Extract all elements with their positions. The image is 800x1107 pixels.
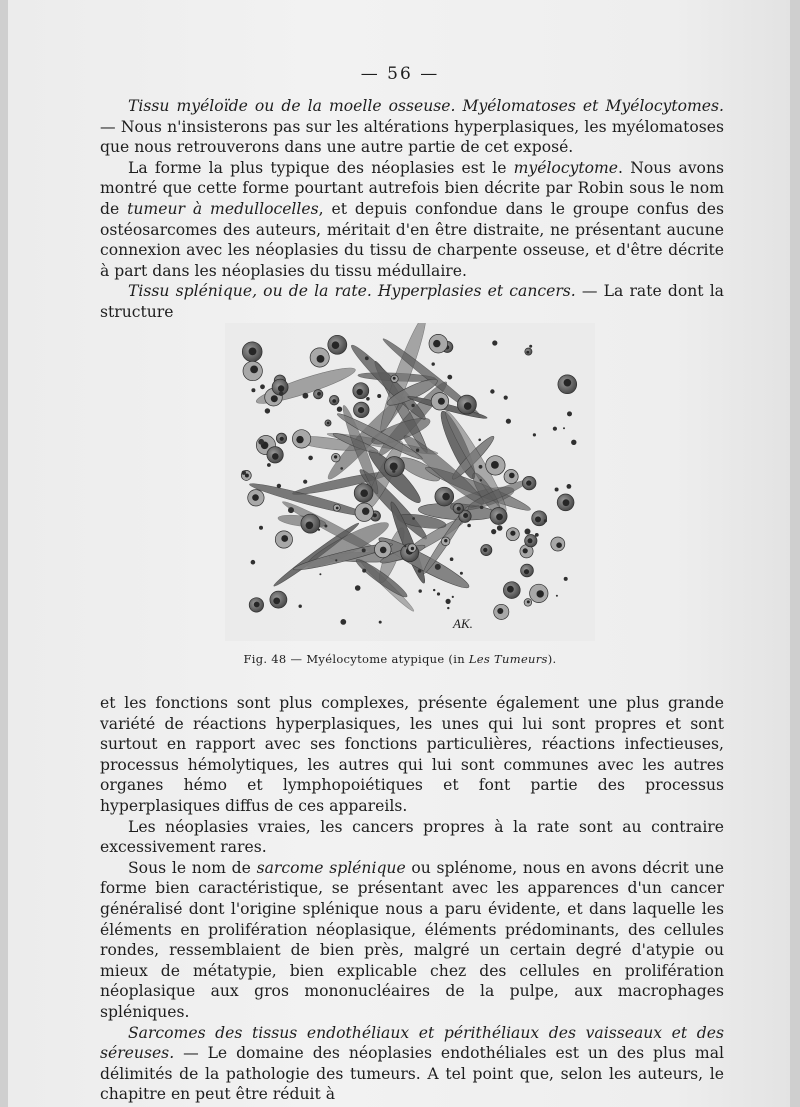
figure-signature: AK. — [453, 616, 473, 631]
caption-end: ). — [547, 652, 557, 666]
text-block-bottom — [100, 693, 724, 1105]
cell-nucleus — [358, 407, 364, 413]
paragraph-text: et les fonctions sont plus complexes, présente également une plus grande variété de réactions hyperplasiques, les unes qui lui sont propres et sont surtout en rapport avec ses fonctions particulières, réactions infectieuses, processus hémolytiques, les autres qui lui sont communes avec les autres organes hémo et lymphopoiétiques et font partie des processus hyperplasiques diffus de ces appareils. — [100, 694, 724, 815]
cell-nucleus — [336, 507, 339, 510]
granule — [392, 470, 395, 473]
cell-nucleus — [332, 399, 336, 403]
cell-nucleus — [507, 586, 514, 593]
granule — [303, 480, 307, 484]
cell-nucleus — [357, 389, 363, 395]
myelocytome-drawing — [225, 323, 595, 641]
cell-nucleus — [463, 513, 468, 518]
granule — [446, 599, 451, 604]
granule — [544, 519, 547, 522]
section-heading-splenic: Tissu splénique, ou de la rate. Hyperplasies et cancers. — [128, 282, 576, 301]
term-myelocytome: myélocytome — [513, 158, 619, 177]
paragraph-text: , et depuis confondue dans le groupe confus des ostéosarcomes des auteurs, méritait d'en être distraite, ne présentant aucune connexion avec les néoplasies du tissu de charpente osseuse, et d'être décrite à part dans les néoplasies du tissu médullaire. — [100, 199, 725, 280]
caption-dash: — — [290, 652, 303, 666]
granule — [571, 440, 576, 445]
granule — [308, 456, 313, 461]
granule — [504, 396, 508, 400]
granule — [490, 389, 494, 393]
cell-nucleus — [254, 602, 260, 608]
cell-nucleus — [523, 548, 528, 553]
granule — [480, 506, 484, 510]
granule — [452, 596, 454, 598]
paragraph-text: ou splénome, nous en avons décrit une forme bien caractéristique, se présentant avec les apparences d'un cancer généralisé dont l'origine splénique nous a paru évidente, et dans laquelle les éléments en prolifération néoplasique, éléments prédominants, des cellules rondes, ressemblaient de bien près, malgré un certain degré d'atypie ou mieux de métatypie, bien explicable chez des cellules en prolifération néoplasique aux gros mononucléaires de la pulpe, aux macrophages spléniques. — [100, 858, 724, 1021]
text-block-top — [100, 96, 724, 323]
cell-nucleus — [273, 598, 280, 605]
granule — [324, 525, 327, 528]
granule — [260, 384, 265, 389]
cell-nucleus — [250, 366, 258, 374]
granule — [450, 557, 454, 561]
cell-nucleus — [252, 494, 259, 501]
cell-nucleus — [537, 590, 544, 597]
granule — [460, 572, 463, 575]
granule — [437, 592, 440, 595]
granule — [529, 345, 532, 348]
cell-nucleus — [438, 398, 445, 405]
granule — [379, 621, 382, 624]
cell-nucleus — [280, 437, 284, 441]
cell-nucleus — [332, 341, 340, 349]
cell-nucleus — [380, 547, 387, 554]
granule — [491, 529, 496, 534]
granule — [553, 427, 557, 431]
cell-nucleus — [556, 542, 562, 548]
cell-nucleus — [535, 516, 541, 522]
paragraph-text: . Nous avons montré que cette forme pourtant autrefois bien décrite par Robin sous le nom de — [100, 158, 724, 218]
granule — [299, 605, 302, 608]
granule — [419, 589, 422, 592]
cell-nucleus — [527, 600, 530, 603]
granule — [377, 394, 381, 398]
granule — [303, 393, 309, 399]
granule — [362, 569, 366, 573]
granule — [447, 607, 449, 609]
paragraph-splenome — [100, 858, 724, 1023]
granule — [412, 517, 415, 520]
paragraph-neoplasias — [100, 817, 724, 858]
granule — [258, 439, 264, 445]
cell-nucleus — [442, 493, 450, 501]
paragraph-splenic-intro — [100, 281, 724, 322]
cell-nucleus — [563, 499, 570, 506]
granule — [265, 408, 270, 413]
granule — [340, 619, 346, 625]
paragraph-text: — Le domaine des néoplasies endothéliales est un des plus mal délimités de la pathologie des tumeurs. A tel point que, selon les auteurs, le chapitre en peut être réduit à — [100, 1044, 724, 1104]
cell-nucleus — [483, 548, 487, 552]
granule — [432, 362, 435, 365]
paragraph-text: Sous le nom de — [128, 858, 257, 877]
cell-nucleus — [278, 385, 284, 391]
term-sarcome-splenique: sarcome splénique — [256, 858, 406, 877]
paragraph-text: — La rate dont la structure — [100, 282, 724, 321]
cell-nucleus — [272, 453, 279, 460]
term-tumeur: tumeur à medullocelles — [127, 199, 319, 218]
cell-nucleus — [528, 538, 533, 543]
cell-nucleus — [317, 392, 321, 396]
granule — [480, 479, 482, 481]
granule — [318, 529, 320, 531]
granule — [533, 433, 536, 436]
figure-illustration — [225, 323, 595, 641]
granule — [497, 525, 503, 531]
cell-nucleus — [564, 379, 572, 387]
granule — [267, 463, 271, 467]
granule — [567, 484, 572, 489]
cell-nucleus — [334, 455, 337, 458]
cell-nucleus — [510, 531, 515, 536]
paragraph-continuation — [100, 693, 724, 817]
cell-nucleus — [497, 608, 503, 614]
granule — [411, 404, 414, 407]
cell-nucleus — [393, 377, 396, 380]
cell-nucleus — [360, 489, 368, 497]
cell-nucleus — [524, 569, 529, 574]
granule — [242, 471, 246, 475]
cell-nucleus — [296, 436, 303, 443]
paragraph-text: — Nous n'insisterons pas sur les altérations hyperplasiques, les myélomatoses que nous retrouverons dans une autre partie de cet exposé. — [100, 117, 724, 157]
granule — [251, 388, 255, 392]
granule — [366, 397, 370, 401]
granule — [335, 559, 337, 561]
caption-title: Les Tumeurs — [468, 652, 548, 666]
section-heading-myeloid: Tissu myéloïde ou de la moelle osseuse. Myélomatoses et Myélocytomes. — [128, 97, 724, 115]
caption-text: Myélocytome atypique (in — [306, 652, 469, 666]
granule — [433, 589, 435, 591]
cell-nucleus — [327, 422, 330, 425]
granule — [447, 375, 452, 380]
cell-nucleus — [281, 535, 288, 542]
paragraph-text: La forme la plus typique des néoplasies est le — [128, 158, 514, 177]
cell-nucleus — [271, 395, 278, 402]
cell-nucleus — [526, 351, 529, 354]
cell-nucleus — [245, 474, 249, 478]
granule — [535, 533, 539, 537]
granule — [506, 419, 511, 424]
cell-nucleus — [317, 355, 325, 363]
paragraph-endothelial — [100, 1023, 724, 1105]
granule — [555, 488, 559, 492]
granule — [279, 391, 284, 396]
granule — [418, 569, 422, 573]
cell-nucleus — [464, 402, 472, 410]
granule — [404, 545, 406, 547]
granule — [563, 427, 565, 429]
cell-nucleus — [457, 507, 461, 511]
cell-nucleus — [491, 461, 499, 469]
granule — [416, 449, 419, 452]
paragraph-myelocytome — [100, 158, 724, 282]
granule — [365, 356, 369, 360]
granule — [319, 573, 321, 575]
cell-nucleus — [526, 480, 531, 485]
granule — [478, 439, 481, 442]
granule — [567, 411, 572, 416]
granule — [492, 340, 497, 345]
granule — [251, 560, 256, 565]
granule — [259, 526, 263, 530]
cell-nucleus — [444, 539, 447, 542]
section-heading-endothelial: Sarcomes des tissus endothéliaux et périthéliaux des vaisseaux et des séreuses. — [100, 1023, 724, 1063]
granule — [556, 595, 558, 597]
granule — [288, 507, 294, 513]
page-number: — 56 — — [360, 64, 440, 84]
granule — [362, 548, 366, 552]
granule — [479, 465, 483, 469]
granule — [467, 524, 471, 528]
cell-nucleus — [496, 514, 503, 521]
cell-nucleus — [306, 522, 314, 530]
granule — [277, 484, 281, 488]
paragraph-text: Les néoplasies vraies, les cancers propres à la rate sont au contraire excessivement rares. — [100, 817, 724, 857]
cell-nucleus — [390, 463, 398, 471]
cell-nucleus — [249, 348, 257, 356]
granule — [564, 577, 568, 581]
cell-nucleus — [509, 473, 515, 479]
figure-label: Fig. 48 — [243, 652, 287, 666]
cell-nucleus — [433, 340, 440, 347]
granule — [337, 407, 342, 412]
cell-nucleus — [411, 547, 414, 550]
granule — [525, 529, 531, 535]
figure-caption — [0, 652, 800, 666]
granule — [435, 564, 441, 570]
granule — [340, 467, 343, 470]
granule — [355, 585, 361, 591]
cell-nucleus — [362, 508, 369, 515]
paragraph-myeloid — [100, 96, 724, 158]
